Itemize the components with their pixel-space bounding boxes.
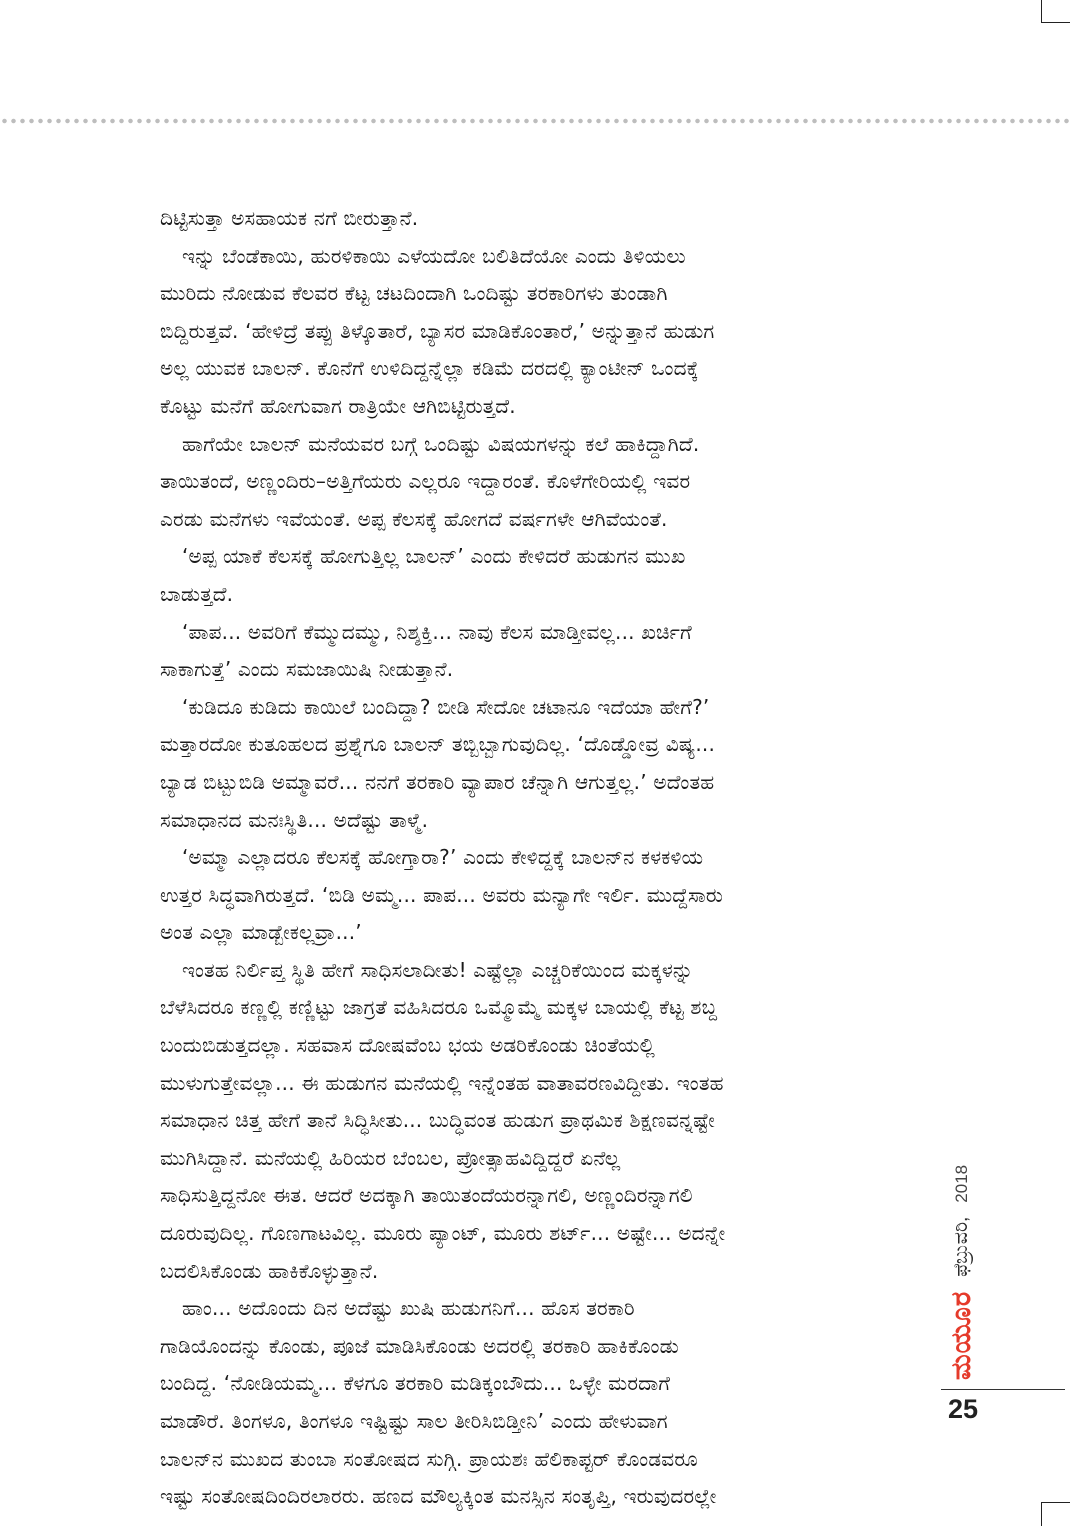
text-line: ಬದಲಿಸಿಕೊಂಡು ಹಾಕಿಕೊಳ್ಳುತ್ತಾನೆ. — [160, 1258, 379, 1283]
page-number: 25 — [948, 1394, 979, 1424]
text-line: ಇಂತಹ ನಿರ್ಲಿಪ್ತ ಸ್ಥಿತಿ ಹೇಗೆ ಸಾಧಿಸಲಾದೀತು! ಎಷ್ಟೆಲ್ಲಾ ಎಚ್ಚರಿಕೆಯಿಂದ ಮಕ್ಕಳನ್ನು — [182, 957, 694, 982]
text-line: ಬಂದಿದ್ದ. ‘ನೋಡಿಯಮ್ಮ... ಕೆಳಗೂ ತರಕಾರಿ ಮಡಿಕ್ಕಂಬೌದು... ಒಳ್ಳೇ ಮರದಾಗೆ — [160, 1371, 671, 1396]
crop-mark-top — [1041, 0, 1070, 23]
issue-date — [938, 1100, 986, 1390]
text-line: ಬಾಲನ್‌ನ ಮುಖದ ತುಂಬಾ ಸಂತೋಷದ ಸುಗ್ಗಿ. ಪ್ರಾಯಶಃ ಹೆಲಿಕಾಪ್ಟರ್ ಕೊಂಡವರೂ — [160, 1446, 698, 1471]
text-line: ಬಿದ್ದಿರುತ್ತವೆ. ‘ಹೇಳಿದ್ರೆ ತಪ್ಪು ತಿಳ್ಕೊತಾರೆ, ಬ್ಯಾಸರ ಮಾಡಿಕೊಂತಾರೆ,’ ಅನ್ನುತ್ತಾನೆ ಹುಡುಗ — [160, 318, 715, 343]
magazine-footer-label — [938, 1100, 986, 1390]
text-line: ‘ಅಮ್ಮಾ ಎಲ್ಲಾದರೂ ಕೆಲಸಕ್ಕೆ ಹೋಗ್ತಾರಾ?’ ಎಂದು ಕೇಳಿದ್ದಕ್ಕೆ ಬಾಲನ್‌ನ ಕಳಕಳಿಯ — [182, 845, 704, 870]
text-line: ಎರಡು ಮನೆಗಳು ಇವೆಯಂತೆ. ಅಪ್ಪ ಕೆಲಸಕ್ಕೆ ಹೋಗದೆ ವರ್ಷಗಳೇ ಆಗಿವೆಯಂತೆ. — [160, 506, 668, 531]
text-line: ಇನ್ನು ಬೆಂಡೆಕಾಯಿ, ಹುರಳಿಕಾಯಿ ಎಳೆಯದೋ ಬಲಿತಿದೆಯೋ ಎಂದು ತಿಳಿಯಲು — [182, 243, 686, 268]
text-line: ಗಾಡಿಯೊಂದನ್ನು ಕೊಂಡು, ಪೂಜೆ ಮಾಡಿಸಿಕೊಂಡು ಅದರಲ್ಲಿ ತರಕಾರಿ ಹಾಕಿಕೊಂಡು — [160, 1333, 679, 1358]
text-line: ದೂರುವುದಿಲ್ಲ. ಗೊಣಗಾಟವಿಲ್ಲ. ಮೂರು ಪ್ಯಾಂಟ್, ಮೂರು ಶರ್ಟ್... ಅಷ್ಟೇ... ಅದನ್ನೇ — [160, 1221, 726, 1246]
issue-year: 2018 — [952, 1164, 971, 1203]
issue-month: ಫೆಬ್ರುವರಿ, — [951, 1216, 972, 1277]
crop-mark-bottom — [1041, 1502, 1070, 1526]
text-line: ‘ಕುಡಿದೂ ಕುಡಿದು ಕಾಯಿಲೆ ಬಂದಿದ್ದಾ? ಬೀಡಿ ಸೇದೋ ಚಟಾನೂ ಇದೆಯಾ ಹೇಗೆ?’ — [182, 694, 710, 719]
dotted-header-rule — [0, 117, 1072, 125]
text-line: ಬೆಳೆಸಿದರೂ ಕಣ್ಣಲ್ಲಿ ಕಣ್ಣಿಟ್ಟು ಜಾಗ್ರತೆ ವಹಿಸಿದರೂ ಒಮ್ಮೊಮ್ಮೆ ಮಕ್ಕಳ ಬಾಯಲ್ಲಿ ಕೆಟ್ಟ ಶಬ್ದ — [160, 995, 718, 1020]
page-number-rule — [941, 1389, 1065, 1390]
text-line: ಸಮಾಧಾನದ ಮನಃಸ್ಥಿತಿ... ಅದೆಷ್ಟು ತಾಳ್ಮೆ. — [160, 807, 429, 832]
text-line: ಸಮಾಧಾನ ಚಿತ್ತ ಹೇಗೆ ತಾನೆ ಸಿದ್ಧಿಸೀತು... ಬುದ್ಧಿವಂತ ಹುಡುಗ ಪ್ರಾಥಮಿಕ ಶಿಕ್ಷಣವನ್ನಷ್ಟೇ — [160, 1108, 715, 1133]
article-body — [160, 200, 920, 1516]
text-line: ಮತ್ತಾರದೋ ಕುತೂಹಲದ ಪ್ರಶ್ನೆಗೂ ಬಾಲನ್ ತಬ್ಬಿಬ್ಬಾಗುವುದಿಲ್ಲ. ‘ದೊಡ್ಡೋವ್ರ ವಿಷ್ಯ... — [160, 732, 716, 757]
text-line: ಮುಳುಗುತ್ತೇವಲ್ಲಾ... ಈ ಹುಡುಗನ ಮನೆಯಲ್ಲಿ ಇನ್ನೆಂತಹ ವಾತಾವರಣವಿದ್ದೀತು. ಇಂತಹ — [160, 1070, 724, 1095]
text-line: ಸಾಧಿಸುತ್ತಿದ್ದನೋ ಈತ. ಆದರೆ ಅದಕ್ಕಾಗಿ ತಾಯಿತಂದೆಯರನ್ನಾಗಲಿ, ಅಣ್ಣಂದಿರನ್ನಾಗಲಿ — [160, 1183, 693, 1208]
text-line: ಸಾಕಾಗುತ್ತೆ’ ಎಂದು ಸಮಜಾಯಿಷಿ ನೀಡುತ್ತಾನೆ. — [160, 657, 454, 682]
text-line: ಅಲ್ಲ ಯುವಕ ಬಾಲನ್. ಕೊನೆಗೆ ಉಳಿದಿದ್ದನ್ನೆಲ್ಲಾ ಕಡಿಮೆ ದರದಲ್ಲಿ ಕ್ಯಾಂಟೀನ್ ಒಂದಕ್ಕೆ — [160, 356, 699, 381]
text-line: ದಿಟ್ಟಿಸುತ್ತಾ ಅಸಹಾಯಕ ನಗೆ ಬೀರುತ್ತಾನೆ. — [160, 206, 419, 230]
magazine-name: ಮಯೂರ — [946, 1290, 976, 1380]
text-line: ಅಂತ ಎಲ್ಲಾ ಮಾಡ್ಬೇಕಲ್ಲವ್ರಾ...’ — [160, 920, 362, 945]
text-line: ಬಂದುಬಿಡುತ್ತದಲ್ಲಾ. ಸಹವಾಸ ದೋಷವೆಂಬ ಭಯ ಅಡರಿಕೊಂಡು ಚಿಂತೆಯಲ್ಲಿ — [160, 1033, 655, 1058]
text-line: ‘ಅಪ್ಪ ಯಾಕೆ ಕೆಲಸಕ್ಕೆ ಹೋಗುತ್ತಿಲ್ಲ ಬಾಲನ್’ ಎಂದು ಕೇಳಿದರೆ ಹುಡುಗನ ಮುಖ — [182, 544, 686, 569]
text-line: ಬ್ಯಾಡ ಬಿಟ್ಬುಬಿಡಿ ಅಮ್ಮಾವರೆ... ನನಗೆ ತರಕಾರಿ ವ್ಯಾಪಾರ ಚೆನ್ನಾಗಿ ಆಗುತ್ತಲ್ಲ.’ ಅದೆಂತಹ — [160, 769, 715, 794]
text-line: ಹಾಗೆಯೇ ಬಾಲನ್ ಮನೆಯವರ ಬಗ್ಗೆ ಒಂದಿಷ್ಟು ವಿಷಯಗಳನ್ನು ಕಲೆ ಹಾಕಿದ್ದಾಗಿದೆ. — [182, 431, 700, 456]
text-line: ಉತ್ತರ ಸಿದ್ಧವಾಗಿರುತ್ತದೆ. ‘ಬಿಡಿ ಅಮ್ಮ... ಪಾಪ... ಅವರು ಮನ್ಯಾಗೇ ಇರ್ಲಿ. ಮುದ್ದೆಸಾರು — [160, 882, 724, 907]
text-line: ಹಾಂ... ಅದೊಂದು ದಿನ ಅದೆಷ್ಟು ಖುಷಿ ಹುಡುಗನಿಗೆ... ಹೊಸ ತರಕಾರಿ — [182, 1296, 635, 1321]
text-line: ಬಾಡುತ್ತದೆ. — [160, 581, 234, 606]
text-line: ‘ಪಾಪ... ಅವರಿಗೆ ಕೆಮ್ಮುದಮ್ಮು, ನಿಶ್ಶಕ್ತಿ... ನಾವು ಕೆಲಸ ಮಾಡ್ತೀವಲ್ಲ... ಖರ್ಚಿಗೆ — [182, 619, 692, 644]
text-line: ಮುರಿದು ನೋಡುವ ಕೆಲವರ ಕೆಟ್ಟ ಚಟದಿಂದಾಗಿ ಒಂದಿಷ್ಟು ತರಕಾರಿಗಳು ತುಂಡಾಗಿ — [160, 281, 668, 306]
text-line: ಕೊಟ್ಟು ಮನೆಗೆ ಹೋಗುವಾಗ ರಾತ್ರಿಯೇ ಆಗಿಬಿಟ್ಟಿರುತ್ತದೆ. — [160, 393, 516, 418]
text-line: ಇಷ್ಟು ಸಂತೋಷದಿಂದಿರಲಾರರು. ಹಣದ ಮೌಲ್ಯಕ್ಕಿಂತ ಮನಸ್ಸಿನ ಸಂತೃಪ್ತಿ, ಇರುವುದರಲ್ಲೇ — [160, 1484, 717, 1509]
text-line: ಮಾಡೌರೆ. ತಿಂಗಳೂ, ತಿಂಗಳೂ ಇಷ್ಟಿಷ್ಟು ಸಾಲ ತೀರಿಸಿಬಿಡ್ತೀನಿ’ ಎಂದು ಹೇಳುವಾಗ — [160, 1409, 668, 1433]
text-line: ಮುಗಿಸಿದ್ದಾನೆ. ಮನೆಯಲ್ಲಿ ಹಿರಿಯರ ಬೆಂಬಲ, ಪ್ರೋತ್ಸಾಹವಿದ್ದಿದ್ದರೆ ಏನೆಲ್ಲ — [160, 1145, 621, 1170]
text-line: ತಾಯಿತಂದೆ, ಅಣ್ಣಂದಿರು–ಅತ್ತಿಗೆಯರು ಎಲ್ಲರೂ ಇದ್ದಾರಂತೆ. ಕೊಳೆಗೇರಿಯಲ್ಲಿ ಇವರ — [160, 469, 691, 494]
